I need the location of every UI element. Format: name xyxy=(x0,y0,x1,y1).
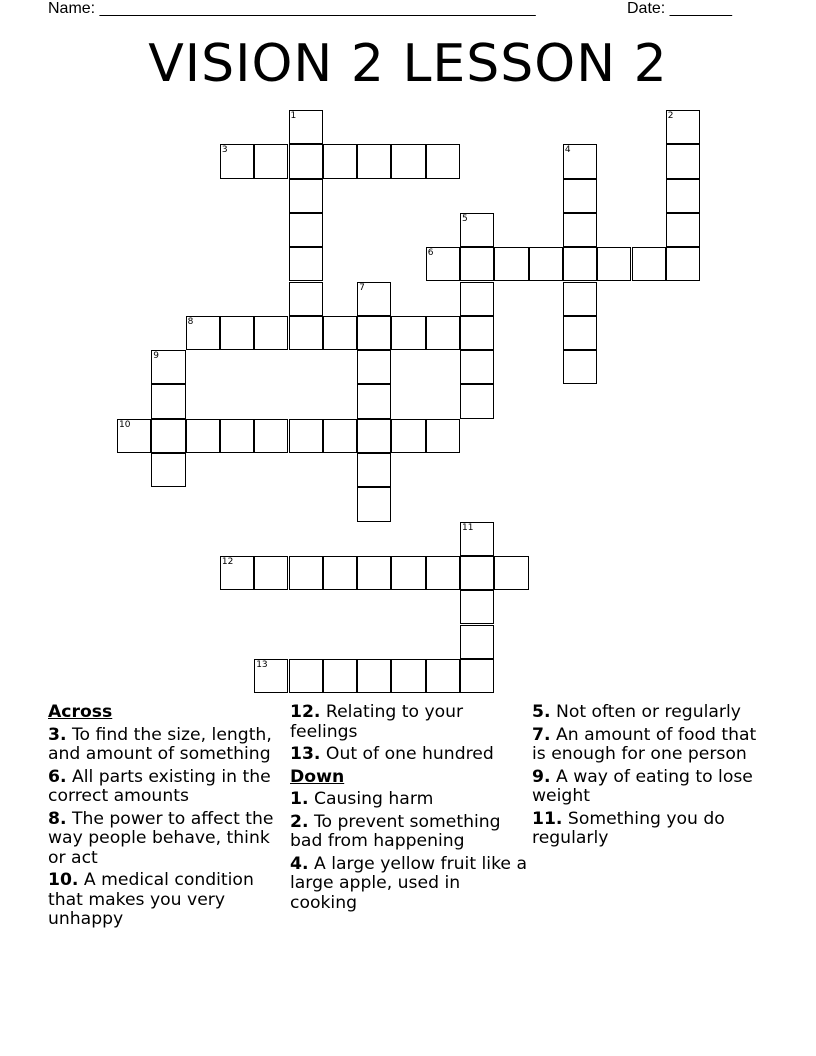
grid-cell[interactable] xyxy=(357,487,391,521)
grid-cell[interactable] xyxy=(357,556,391,590)
across-heading: Across xyxy=(48,702,113,722)
grid-cell[interactable] xyxy=(254,556,288,590)
grid-cell[interactable] xyxy=(563,144,597,178)
grid-cell[interactable] xyxy=(357,419,391,453)
grid-cell[interactable] xyxy=(186,419,220,453)
grid-cell[interactable] xyxy=(289,659,323,693)
grid-cell[interactable] xyxy=(254,316,288,350)
grid-cell[interactable] xyxy=(151,419,185,453)
grid-cell[interactable] xyxy=(494,247,528,281)
grid-cell[interactable] xyxy=(426,556,460,590)
grid-cell[interactable] xyxy=(254,144,288,178)
grid-cell[interactable] xyxy=(391,419,425,453)
grid-cell[interactable] xyxy=(460,659,494,693)
clue-column-1 xyxy=(48,703,286,933)
date-field-label: Date: _______ xyxy=(627,0,732,17)
grid-cell[interactable] xyxy=(391,316,425,350)
down-heading: Down xyxy=(290,766,345,787)
clue-number: 6 xyxy=(427,248,434,259)
grid-cell[interactable] xyxy=(357,350,391,384)
clue-number: 12 xyxy=(221,556,234,567)
grid-cell[interactable] xyxy=(666,179,700,213)
grid-cell[interactable] xyxy=(323,419,357,453)
grid-cell[interactable] xyxy=(289,419,323,453)
grid-cell[interactable] xyxy=(563,316,597,350)
grid-cell[interactable] xyxy=(323,659,357,693)
grid-cell[interactable] xyxy=(254,419,288,453)
grid-cell[interactable] xyxy=(391,144,425,178)
grid-cell[interactable] xyxy=(289,110,323,144)
grid-cell[interactable] xyxy=(666,144,700,178)
clue-across-12: 12. Relating to your feelings xyxy=(290,702,464,742)
grid-cell[interactable] xyxy=(563,350,597,384)
grid-cell[interactable] xyxy=(563,213,597,247)
grid-cell[interactable] xyxy=(391,659,425,693)
grid-cell[interactable] xyxy=(289,316,323,350)
grid-cell[interactable] xyxy=(666,110,700,144)
grid-cell[interactable] xyxy=(391,556,425,590)
grid-cell[interactable] xyxy=(563,282,597,316)
clue-across-6: 6. All parts existing in the correct amounts xyxy=(48,766,271,806)
grid-cell[interactable] xyxy=(494,556,528,590)
clue-number: 3 xyxy=(221,145,228,156)
grid-cell[interactable] xyxy=(357,316,391,350)
page-title: VISION 2 LESSON 2 xyxy=(148,34,668,94)
clue-down-9: 9. A way of eating to lose weight xyxy=(532,766,753,806)
grid-cell[interactable] xyxy=(357,659,391,693)
grid-cell[interactable] xyxy=(460,350,494,384)
grid-cell[interactable] xyxy=(460,556,494,590)
grid-cell[interactable] xyxy=(289,247,323,281)
clue-down-2: 2. To prevent something bad from happening xyxy=(290,811,501,851)
grid-cell[interactable] xyxy=(186,316,220,350)
grid-cell[interactable] xyxy=(460,384,494,418)
clue-down-7: 7. An amount of food that is enough for one person xyxy=(532,724,757,764)
grid-cell[interactable] xyxy=(323,144,357,178)
clue-number: 7 xyxy=(359,282,365,293)
grid-cell[interactable] xyxy=(563,179,597,213)
grid-cell[interactable] xyxy=(151,384,185,418)
grid-cell[interactable] xyxy=(220,419,254,453)
grid-cell[interactable] xyxy=(289,282,323,316)
grid-cell[interactable] xyxy=(460,247,494,281)
grid-cell[interactable] xyxy=(460,625,494,659)
grid-cell[interactable] xyxy=(563,247,597,281)
clue-number: 11 xyxy=(462,522,474,533)
clue-column-3 xyxy=(532,703,770,852)
grid-cell[interactable] xyxy=(220,556,254,590)
clue-across-8: 8. The power to affect the way people behave, think or act xyxy=(48,808,274,868)
grid-cell[interactable] xyxy=(357,282,391,316)
clue-number: 8 xyxy=(187,316,194,327)
grid-cell[interactable] xyxy=(426,247,460,281)
grid-cell[interactable] xyxy=(666,213,700,247)
clue-down-4: 4. A large yellow fruit like a large apple, used in cooking xyxy=(290,853,527,913)
grid-cell[interactable] xyxy=(460,213,494,247)
grid-cell[interactable] xyxy=(460,522,494,556)
grid-cell[interactable] xyxy=(289,144,323,178)
clue-number: 2 xyxy=(667,111,674,121)
grid-cell[interactable] xyxy=(117,419,151,453)
clue-across-10: 10. A medical condition that makes you very unhappy xyxy=(48,870,254,929)
clue-number: 4 xyxy=(564,145,571,156)
clue-column-2 xyxy=(290,703,528,916)
clue-down-1: 1. Causing harm xyxy=(290,789,434,809)
clue-down-11: 11. Something you do regularly xyxy=(532,808,725,848)
grid-cell[interactable] xyxy=(597,247,631,281)
grid-cell[interactable] xyxy=(151,453,185,487)
clue-number: 13 xyxy=(256,659,268,670)
grid-cell[interactable] xyxy=(254,659,288,693)
grid-cell[interactable] xyxy=(289,213,323,247)
grid-cell[interactable] xyxy=(289,556,323,590)
name-field-label: Name: _________________________________________________ xyxy=(48,0,536,17)
grid-cell[interactable] xyxy=(426,316,460,350)
grid-cell[interactable] xyxy=(323,556,357,590)
clue-number: 1 xyxy=(290,111,297,121)
grid-cell[interactable] xyxy=(426,659,460,693)
grid-cell[interactable] xyxy=(357,384,391,418)
clue-number: 10 xyxy=(119,419,131,430)
clue-across-3: 3. To find the size, length, and amount of something xyxy=(48,724,272,764)
grid-cell[interactable] xyxy=(666,247,700,281)
grid-cell[interactable] xyxy=(357,144,391,178)
grid-cell[interactable] xyxy=(220,144,254,178)
grid-cell[interactable] xyxy=(529,247,563,281)
grid-cell[interactable] xyxy=(460,590,494,624)
grid-cell[interactable] xyxy=(289,179,323,213)
clue-down-5: 5. Not often or regularly xyxy=(532,702,741,722)
grid-cell[interactable] xyxy=(632,247,666,281)
clue-number: 9 xyxy=(153,351,160,362)
grid-cell[interactable] xyxy=(460,316,494,350)
grid-cell[interactable] xyxy=(460,282,494,316)
clue-across-13: 13. Out of one hundred xyxy=(290,744,494,764)
grid-cell[interactable] xyxy=(426,419,460,453)
grid-cell[interactable] xyxy=(151,350,185,384)
grid-cell[interactable] xyxy=(357,453,391,487)
clue-number: 5 xyxy=(462,213,468,224)
grid-cell[interactable] xyxy=(323,316,357,350)
grid-cell[interactable] xyxy=(220,316,254,350)
grid-cell[interactable] xyxy=(426,144,460,178)
